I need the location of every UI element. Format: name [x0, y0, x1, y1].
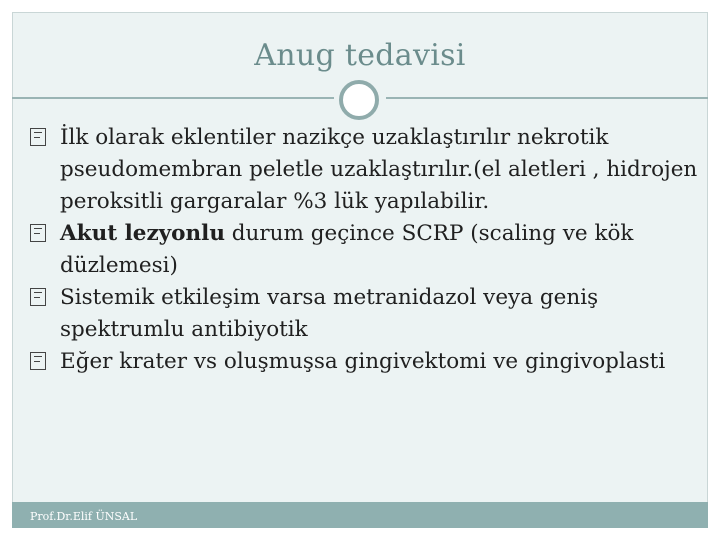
ring-ornament	[339, 80, 379, 120]
title-divider-right	[386, 97, 708, 99]
slide-title: Anug tedavisi	[254, 38, 466, 73]
bullet-item	[30, 218, 700, 282]
bullet-text: durum geçince SCRP (scaling ve kök düzlemesi)	[60, 221, 634, 278]
footer-author: Prof.Dr.Elif ÜNSAL	[30, 510, 138, 523]
bullet-glyph-icon	[30, 128, 46, 146]
bullet-text: Sistemik etkileşim varsa metranidazol veya geniş spektrumlu antibiyotik	[60, 285, 599, 342]
bullet-glyph-icon	[30, 288, 46, 306]
bullet-text: İlk olarak eklentiler nazikçe uzaklaştırılır nekrotik pseudomembran peletle uzaklaştırılır.(el aletleri , hidrojen peroksitli gargaralar %3 lük yapılabilir.	[60, 125, 698, 214]
bullet-glyph-icon	[30, 224, 46, 242]
bullet-list	[30, 122, 700, 378]
bullet-item	[30, 282, 700, 346]
bullet-glyph-icon	[30, 352, 46, 370]
bullet-item	[30, 346, 700, 378]
bullet-bold-text: Akut lezyonlu	[60, 221, 225, 246]
bullet-item	[30, 122, 700, 218]
bullet-text: Eğer krater vs oluşmuşsa gingivektomi ve gingivoplasti	[60, 349, 666, 374]
title-divider-left	[12, 97, 334, 99]
